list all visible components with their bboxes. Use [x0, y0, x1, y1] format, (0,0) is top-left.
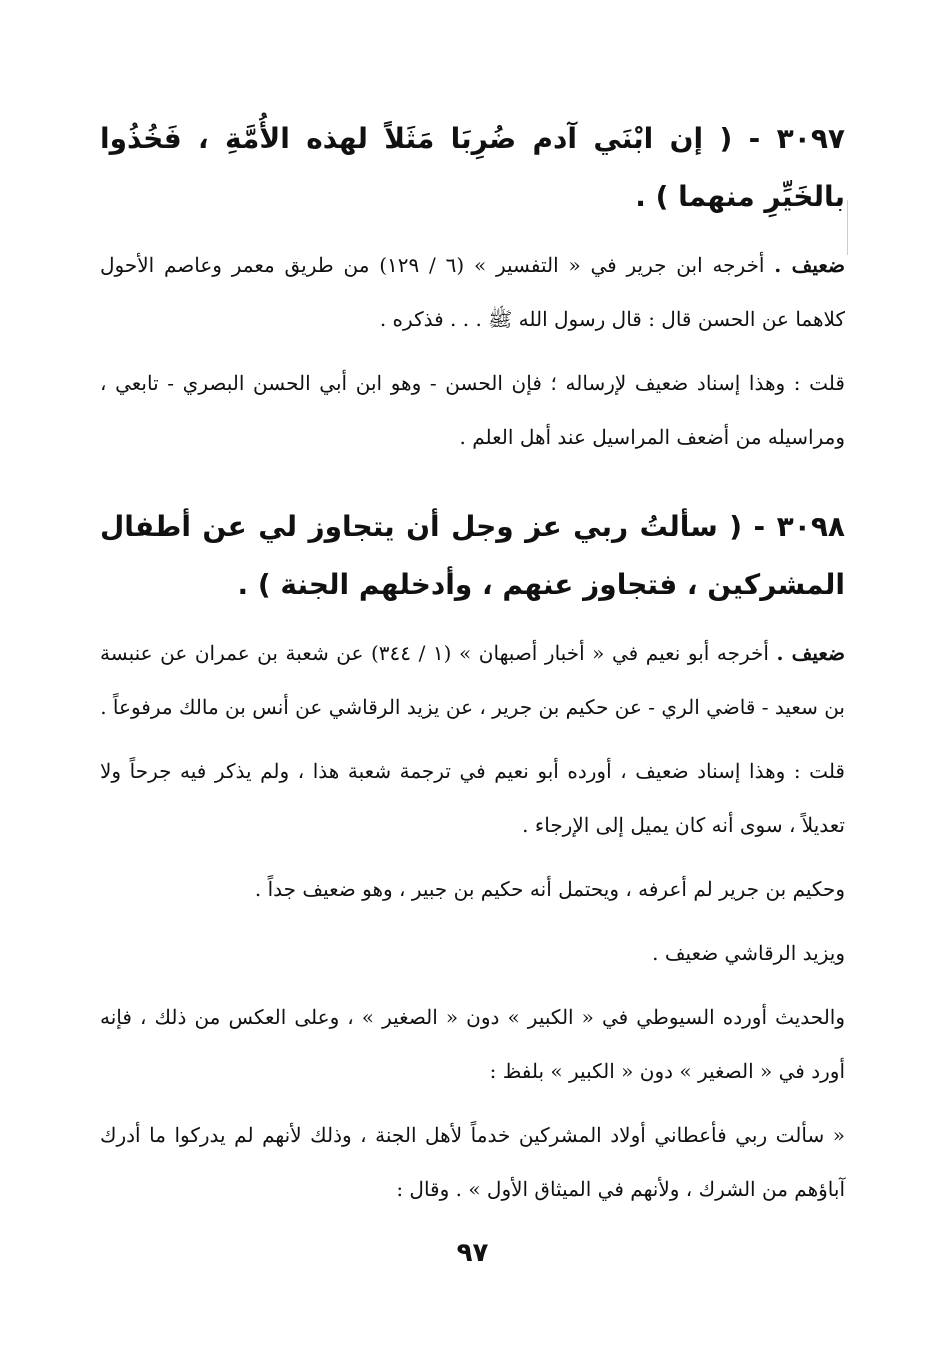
hadith-text: ٣٠٩٧ - ( إن ابْنَي آدم ضُرِبَا مَثَلاً لهذه الأُمَّةِ ، فَخُذُوا بالخَيِّرِ منهما ) .: [100, 122, 845, 213]
quoted-hadith-paragraph: [100, 1108, 845, 1216]
margin-mark: [847, 200, 848, 255]
paragraph-text: أخرجه أبو نعيم في « أخبار أصبهان » (١ / ٣٤٤) عن شعبة بن عمران عن عنبسة بن سعيد - قاضي الري - عن حكيم بن جرير ، عن يزيد الرقاشي عن أنس بن مالك مرفوعاً .: [100, 641, 845, 719]
commentary-paragraph: [100, 744, 845, 852]
paragraph-text: والحديث أورده السيوطي في « الكبير » دون « الصغير » ، وعلى العكس من ذلك ، فإنه أورد في « الصغير » دون « الكبير » بلفظ :: [100, 1005, 845, 1083]
grade-label: ضعيف .: [776, 641, 846, 665]
paragraph-text: قلت : وهذا إسناد ضعيف لإرساله ؛ فإن الحسن - وهو ابن أبي الحسن البصري - تابعي ، ومراسيله من أضعف المراسيل عند أهل العلم .: [100, 371, 845, 449]
paragraph-text: ويزيد الرقاشي ضعيف .: [652, 941, 845, 965]
document-page: [100, 110, 845, 1290]
paragraph-text: « سألت ربي فأعطاني أولاد المشركين خدماً لأهل الجنة ، وذلك لأنهم لم يدركوا ما أدرك آباؤهم من الشرك ، ولأنهم في الميثاق الأول » . وقال :: [100, 1123, 845, 1201]
commentary-paragraph: [100, 990, 845, 1098]
takhrij-paragraph: [100, 626, 845, 734]
hadith-entry-3097: [100, 110, 845, 464]
commentary-paragraph: [100, 862, 845, 916]
takhrij-paragraph: [100, 238, 845, 346]
hadith-text: ٣٠٩٨ - ( سألتُ ربي عز وجل أن يتجاوز لي عن أطفال المشركين ، فتجاوز عنهم ، وأدخلهم الجنة ) .: [100, 510, 845, 601]
paragraph-text: أخرجه ابن جرير في « التفسير » (٦ / ١٢٩) من طريق معمر وعاصم الأحول كلاهما عن الحسن قال : قال رسول الله ﷺ . . . فذكره .: [100, 253, 845, 331]
page-number: ٩٧: [456, 1238, 489, 1268]
entry-separator: [100, 474, 845, 498]
hadith-entry-3098: [100, 498, 845, 1216]
paragraph-text: وحكيم بن جرير لم أعرفه ، ويحتمل أنه حكيم بن جبير ، وهو ضعيف جداً .: [254, 877, 845, 901]
commentary-paragraph: [100, 356, 845, 464]
grade-label: ضعيف .: [774, 253, 846, 277]
paragraph-text: قلت : وهذا إسناد ضعيف ، أورده أبو نعيم في ترجمة شعبة هذا ، ولم يذكر فيه جرحاً ولا تعديلاً ، سوى أنه كان يميل إلى الإرجاء .: [100, 759, 845, 837]
commentary-paragraph: [100, 926, 845, 980]
